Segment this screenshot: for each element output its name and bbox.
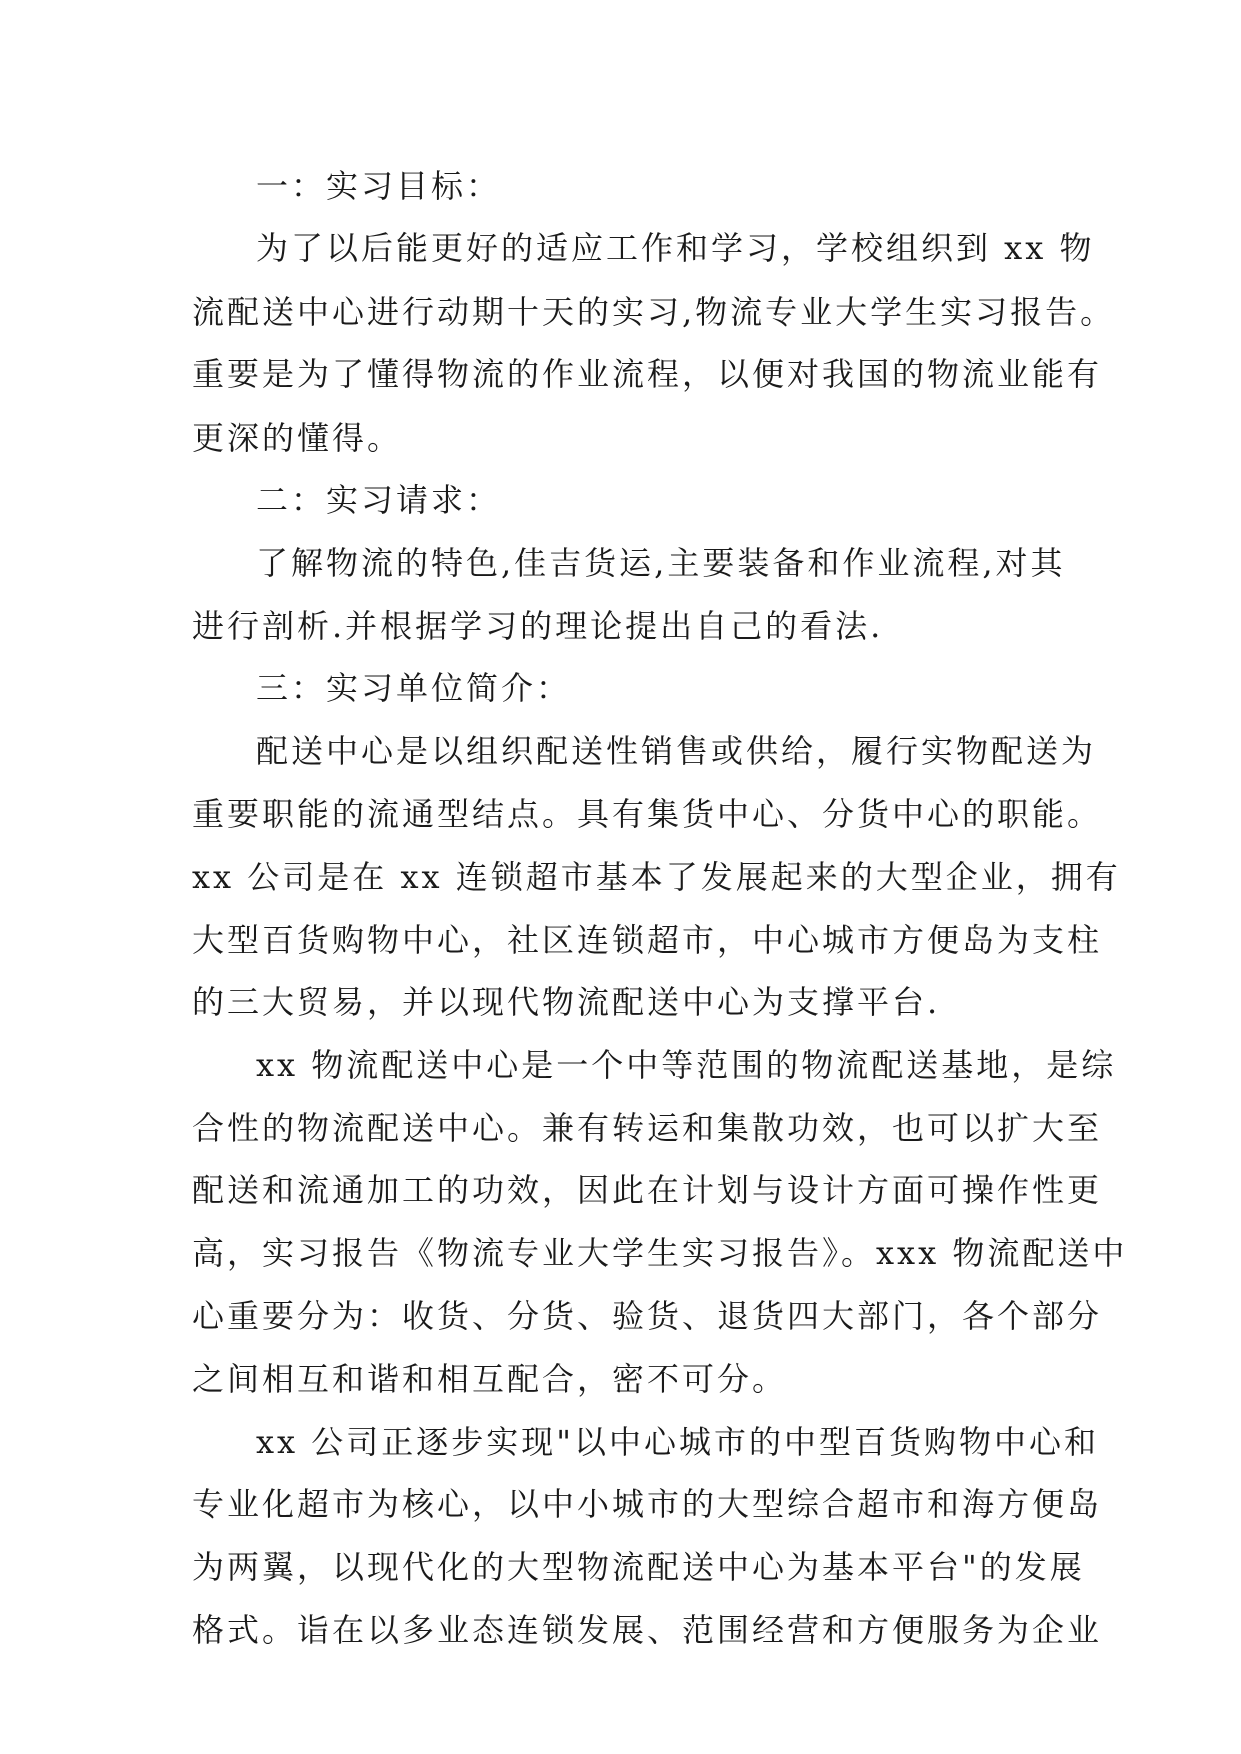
paragraph-line: 专业化超市为核心，以中小城市的大型综合超市和海方便岛 bbox=[192, 1485, 1103, 1523]
paragraph-line: 重要职能的流通型结点。具有集货中心、分货中心的职能。 bbox=[192, 795, 1103, 833]
paragraph-line: 格式。诣在以多业态连锁发展、范围经营和方便服务为企业 bbox=[192, 1611, 1103, 1649]
paragraph-line: 为两翼，以现代化的大型物流配送中心为基本平台"的发展 bbox=[192, 1548, 1085, 1586]
paragraph-line: 的三大贸易，并以现代物流配送中心为支撑平台. bbox=[192, 983, 941, 1021]
paragraph-line: 进行剖析.并根据学习的理论提出自己的看法. bbox=[192, 607, 884, 645]
paragraph-line: 心重要分为：收货、分货、验货、退货四大部门，各个部分 bbox=[192, 1297, 1103, 1335]
paragraph-line: 大型百货购物中心，社区连锁超市，中心城市方便岛为支柱 bbox=[192, 921, 1103, 959]
paragraph-line: 更深的懂得。 bbox=[192, 419, 403, 457]
heading-internship-goal: 一：实习目标： bbox=[256, 167, 502, 205]
paragraph-line: xx 物流配送中心是一个中等范围的物流配送基地，是综 bbox=[256, 1046, 1117, 1084]
paragraph-line: 了解物流的特色,佳吉货运,主要装备和作业流程,对其 bbox=[256, 544, 1066, 582]
paragraph-line: xx 公司是在 xx 连锁超市基本了发展起来的大型企业，拥有 bbox=[192, 858, 1121, 896]
heading-internship-requirements: 二：实习请求： bbox=[256, 481, 502, 519]
heading-internship-unit: 三：实习单位简介： bbox=[256, 669, 572, 707]
paragraph-line: 之间相互和谐和相互配合，密不可分。 bbox=[192, 1360, 788, 1398]
paragraph-line: 高，实习报告《物流专业大学生实习报告》。xxx 物流配送中 bbox=[192, 1234, 1128, 1272]
paragraph-line: 重要是为了懂得物流的作业流程，以便对我国的物流业能有 bbox=[192, 355, 1103, 393]
paragraph-line: 流配送中心进行动期十天的实习,物流专业大学生实习报告。 bbox=[192, 293, 1116, 331]
paragraph-line: 合性的物流配送中心。兼有转运和集散功效，也可以扩大至 bbox=[192, 1109, 1103, 1147]
paragraph-line: 为了以后能更好的适应工作和学习，学校组织到 xx 物 bbox=[256, 229, 1095, 267]
paragraph-line: 配送和流通加工的功效，因此在计划与设计方面可操作性更 bbox=[192, 1171, 1103, 1209]
paragraph-line: xx 公司正逐步实现"以中心城市的中型百货购物中心和 bbox=[256, 1423, 1099, 1461]
paragraph-line: 配送中心是以组织配送性销售或供给，履行实物配送为 bbox=[256, 732, 1097, 770]
